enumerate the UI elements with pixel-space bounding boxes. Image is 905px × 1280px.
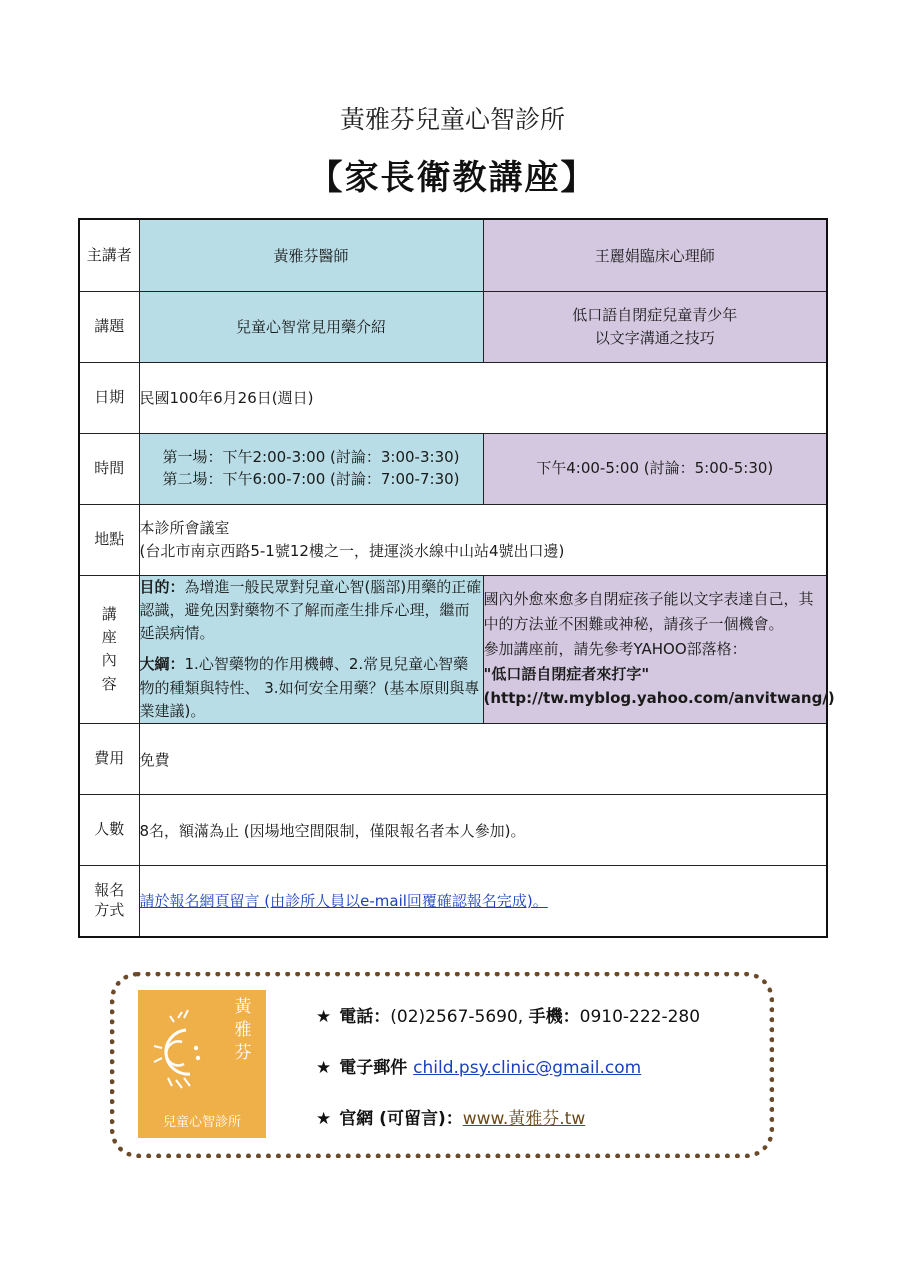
speaker-label: 主講者 — [79, 219, 139, 291]
purpose-label: 目的： — [139, 577, 185, 596]
row-date — [79, 362, 827, 433]
row-location — [79, 504, 827, 575]
row-time — [79, 433, 827, 504]
star-icon: ★ — [316, 1058, 332, 1078]
row-registration — [79, 866, 827, 937]
topic-right — [483, 291, 827, 362]
time-left-line1: 第一場：下午2:00-3:00 (討論：3:00-3:30) — [162, 447, 460, 466]
location-line1: 本診所會議室 — [139, 519, 230, 537]
registration-label — [79, 866, 139, 937]
content-right-line2: 參加講座前，請先參考YAHOO部落格： — [483, 639, 747, 658]
registration-link[interactable]: 請於報名網頁留言 (由診所人員以e-mail回覆確認報名完成)。 — [139, 892, 548, 911]
event-info-table — [78, 218, 835, 938]
website-line — [316, 1104, 585, 1129]
registration-label-line2: 方式 — [94, 900, 125, 919]
capacity-label: 人數 — [79, 795, 139, 866]
date-label: 日期 — [79, 362, 139, 433]
fee-value: 免費 — [139, 724, 827, 795]
email-link[interactable]: child.psy.clinic@gmail.com — [413, 1058, 642, 1078]
logo-face-icon — [148, 1008, 228, 1098]
row-speaker — [79, 219, 827, 291]
blog-url[interactable]: (http://tw.myblog.yahoo.com/anvitwang/) — [483, 689, 835, 708]
topic-right-line1: 低口語自閉症兒童青少年 — [572, 306, 738, 324]
star-icon: ★ — [316, 1109, 332, 1129]
topic-right-line2: 以文字溝通之技巧 — [594, 328, 715, 347]
logo-caption: 兒童心智診所 — [162, 1115, 241, 1130]
time-label: 時間 — [79, 433, 139, 504]
email-label: 電子郵件 — [339, 1058, 414, 1078]
row-topic — [79, 291, 827, 362]
purpose-text: 為增進一般民眾對兒童心智(腦部)用藥的正確認識，避免因對藥物不了解而產生排斥心理，繼而延誤病情。 — [139, 577, 482, 642]
website-label: 官網 (可留言)： — [339, 1109, 463, 1129]
speaker-right: 王麗娟臨床心理師 — [483, 219, 827, 291]
content-outline — [140, 653, 483, 723]
phone-line — [316, 1002, 700, 1027]
time-left — [139, 433, 483, 504]
content-label-text: 講座內容 — [101, 604, 117, 693]
registration-label-line1: 報名 — [94, 881, 125, 900]
logo-name: 黃雅芬 — [234, 997, 252, 1063]
website-link[interactable]: www.黃雅芬.tw — [462, 1109, 586, 1129]
content-purpose — [140, 576, 483, 646]
row-content — [79, 575, 827, 724]
email-line — [316, 1053, 641, 1078]
mobile-value[interactable]: 0910-222-280 — [579, 1007, 701, 1027]
fee-label: 費用 — [79, 724, 139, 795]
date-value: 民國100年6月26日(週日) — [139, 362, 827, 433]
location-line2: (台北市南京西路5-1號12樓之一，捷運淡水線中山站4號出口邊) — [139, 541, 565, 560]
location-value — [139, 504, 827, 575]
time-right: 下午4:00-5:00 (討論：5:00-5:30) — [483, 433, 827, 504]
registration-value — [139, 866, 827, 937]
topic-left: 兒童心智常見用藥介紹 — [139, 291, 483, 362]
capacity-value: 8名，額滿為止 (因場地空間限制，僅限報名者本人參加)。 — [139, 795, 827, 866]
blog-title: "低口語自閉症者來打字" — [483, 664, 650, 683]
outline-text: 1.心智藥物的作用機轉、2.常見兒童心智藥物的種類與特性、 3.如何安全用藥？(基本原則與專業建議)。 — [139, 655, 480, 720]
content-right — [483, 575, 835, 724]
speaker-left: 黃雅芬醫師 — [139, 219, 483, 291]
outline-label: 大綱： — [139, 655, 185, 674]
content-right-line1: 國內外愈來愈多自閉症孩子能以文字表達自己，其中的方法並不困難或神秘，請孩子一個機會。 — [483, 590, 814, 634]
clinic-logo — [138, 990, 266, 1138]
phone-value[interactable]: (02)2567-5690, — [390, 1007, 529, 1027]
row-fee — [79, 724, 827, 795]
time-left-line2: 第二場：下午6:00-7:00 (討論：7:00-7:30) — [162, 469, 460, 488]
page-title: 【家長衛教講座】 — [308, 158, 597, 198]
content-left — [139, 575, 483, 724]
mobile-label: 手機： — [528, 1007, 580, 1027]
phone-label: 電話： — [339, 1007, 391, 1027]
location-label: 地點 — [79, 504, 139, 575]
clinic-name: 黃雅芬兒童心智診所 — [339, 105, 565, 134]
topic-label: 講題 — [79, 291, 139, 362]
content-label — [79, 575, 139, 724]
star-icon: ★ — [316, 1007, 332, 1027]
row-capacity — [79, 795, 827, 866]
